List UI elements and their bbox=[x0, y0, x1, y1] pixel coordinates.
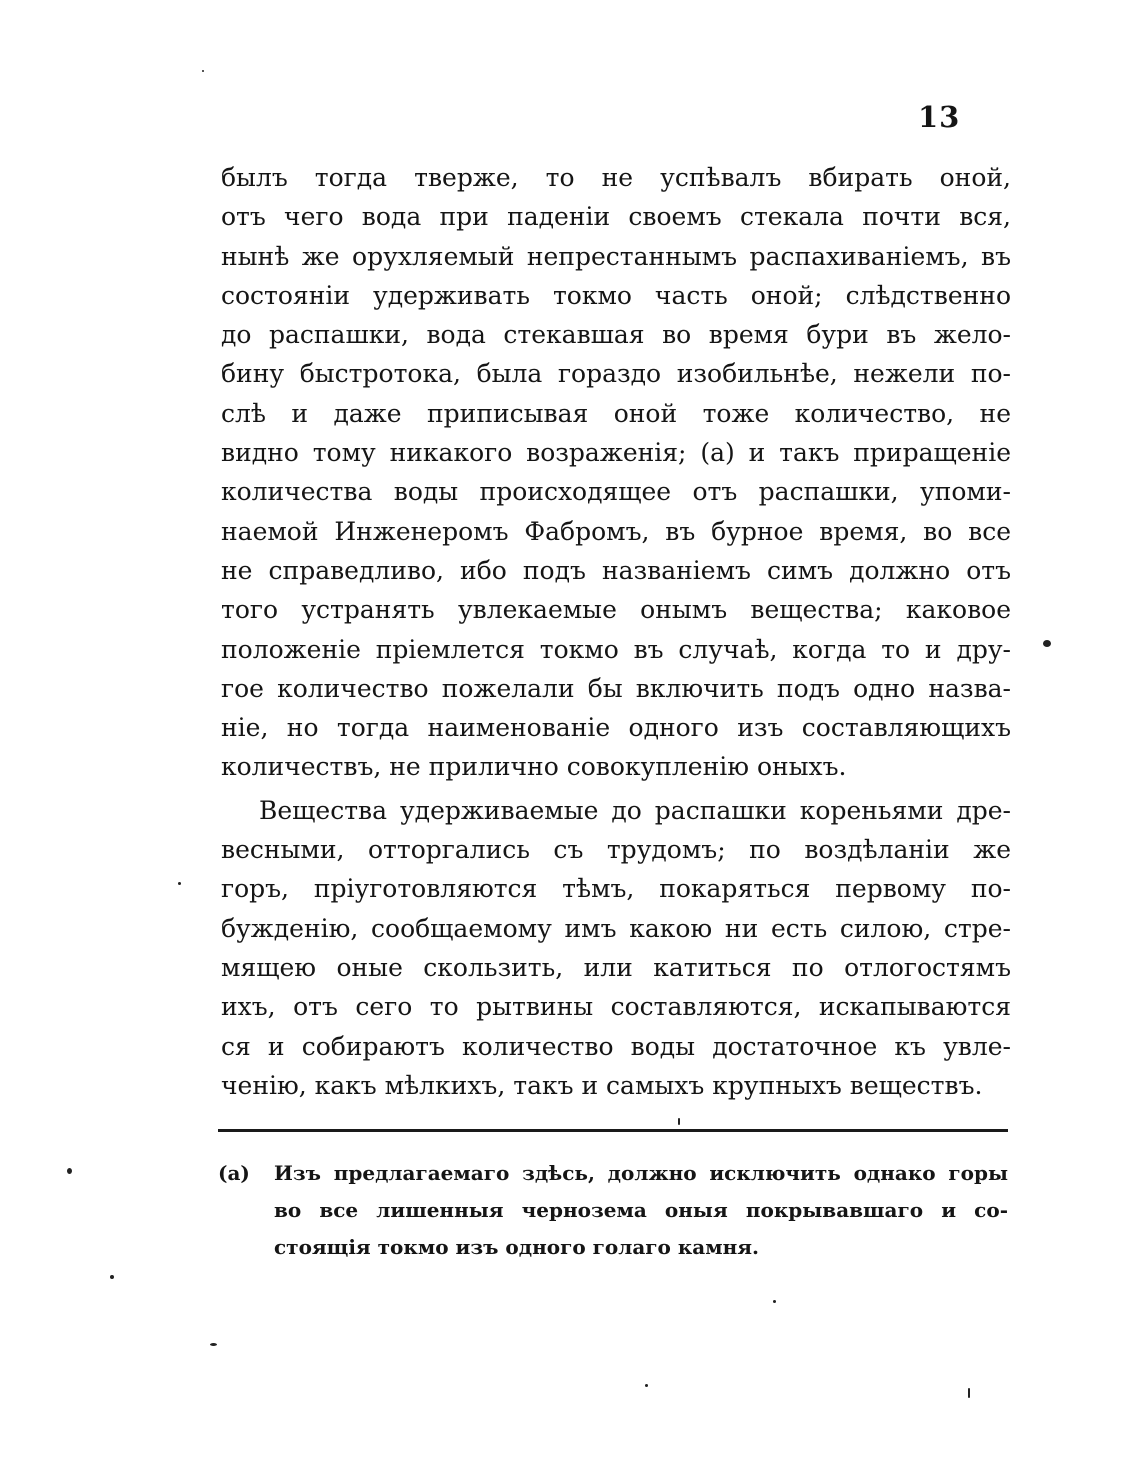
footnote-marker: (a) bbox=[218, 1161, 250, 1185]
text-line: количества воды происходящее отъ распашки, упоми- bbox=[221, 477, 1011, 507]
scan-speck bbox=[202, 70, 204, 72]
text-line: наемой Инженеромъ Фабромъ, въ бурное время, во все bbox=[221, 516, 1011, 546]
scan-speck bbox=[645, 1384, 648, 1387]
text-line: видно тому никакого возраженія; (а) и такъ приращеніе bbox=[221, 438, 1011, 468]
text-line: до распашки, вода стекавшая во время бури въ жело- bbox=[221, 320, 1011, 350]
scan-speck bbox=[210, 1343, 217, 1346]
text-line: мящею оные скользить, или катиться по отлогостямъ bbox=[221, 952, 1011, 982]
footnote-line: во все лишенныя чернозема оныя покрывавшаго и со- bbox=[274, 1198, 1008, 1222]
scan-speck bbox=[178, 882, 181, 885]
text-line: горъ, пріуготовляются тѣмъ, покаряться первому по- bbox=[221, 874, 1011, 904]
text-line: весными, отторгались съ трудомъ; по воздѣланіи же bbox=[221, 835, 1011, 865]
page-number: 13 bbox=[918, 100, 961, 134]
scan-speck bbox=[67, 1168, 72, 1174]
text-line: ченію, какъ мѣлкихъ, такъ и самыхъ крупныхъ веществъ. bbox=[221, 1070, 983, 1100]
text-line: ся и собираютъ количество воды достаточное къ увле- bbox=[221, 1031, 1011, 1061]
scan-speck bbox=[968, 1388, 970, 1398]
text-line: отъ чего вода при паденіи своемъ стекала почти вся, bbox=[221, 202, 1011, 232]
footnote-text: Изъ предлагаемаго здѣсь, должно исключить однако горы bbox=[274, 1161, 1008, 1185]
footnote bbox=[218, 1155, 1008, 1266]
footnote-line bbox=[218, 1155, 1008, 1192]
footnote-divider bbox=[218, 1129, 1008, 1132]
text-line: бужденію, сообщаемому имъ какою ни есть силою, стре- bbox=[221, 913, 1011, 943]
text-line: слѣ и даже приписывая оной тоже количество, не bbox=[221, 398, 1011, 428]
scan-speck bbox=[678, 1118, 680, 1125]
text-line: бину быстротока, была гораздо изобильнѣе, нежели по- bbox=[221, 359, 1011, 389]
text-line: количествъ, не прилично совокупленію оныхъ. bbox=[221, 752, 847, 782]
text-line: гое количество пожелали бы включить подъ одно назва- bbox=[221, 673, 1011, 703]
text-line: Вещества удерживаемые до распашки кореньями дре- bbox=[259, 795, 1011, 825]
body-text bbox=[221, 158, 1011, 1105]
scan-speck bbox=[773, 1300, 776, 1303]
text-line: состояніи удерживать токмо часть оной; слѣдственно bbox=[221, 280, 1011, 310]
paragraph-1 bbox=[221, 158, 1011, 787]
text-line: нынѣ же орухляемый непрестаннымъ распахиваніемъ, въ bbox=[221, 241, 1011, 271]
text-line: былъ тогда тверже, то не успѣвалъ вбирать оной, bbox=[221, 163, 1011, 192]
text-line: ніе, но тогда наименованіе одного изъ составляющихъ bbox=[221, 713, 1011, 743]
paragraph-2 bbox=[221, 791, 1011, 1105]
text-line: ихъ, отъ сего то рытвины составляются, искапываются bbox=[221, 992, 1011, 1022]
scan-speck bbox=[110, 1275, 114, 1279]
scan-speck bbox=[1043, 640, 1051, 647]
footnote-line: стоящія токмо изъ одного голаго камня. bbox=[274, 1235, 759, 1259]
text-line: не справедливо, ибо подъ названіемъ симъ должно отъ bbox=[221, 555, 1011, 585]
text-line: того устранять увлекаемые онымъ вещества; каковое bbox=[221, 595, 1011, 625]
text-line: положеніе пріемлется токмо въ случаѣ, когда то и дру- bbox=[221, 634, 1011, 664]
